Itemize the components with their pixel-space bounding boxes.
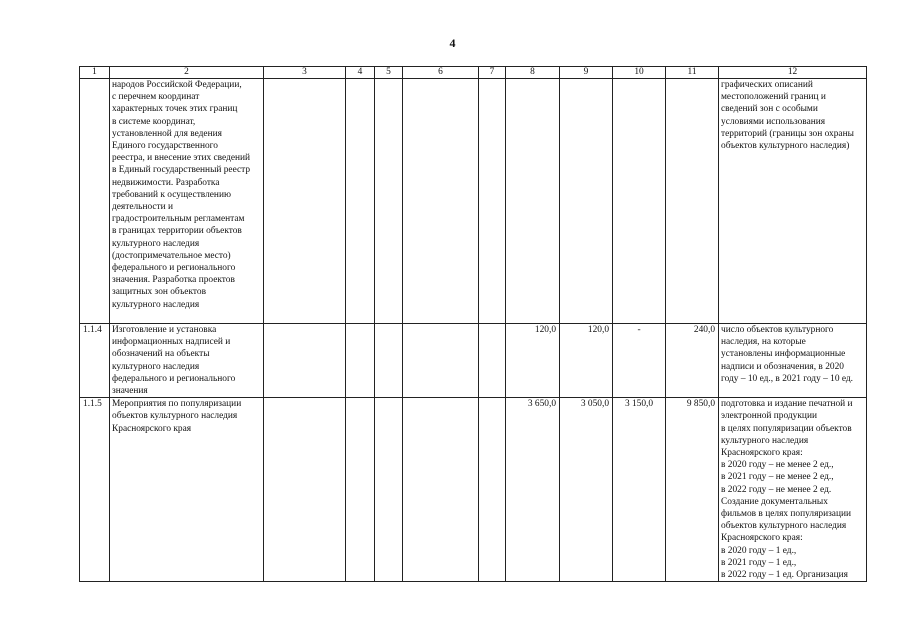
row-code <box>80 79 110 324</box>
cell <box>375 79 403 324</box>
expected-result: подготовка и издание печатной и электронной продукции в целях популяризации объектов культурного наследия Красноярского края: в 2020 году – не менее 2 ед., в 2021 году – не менее 2 ед., в 2022 году – не менее 2 ед. Создание документальных фильмов в целях популяризации объектов культурного наследия Красноярского края: в 2020 году – 1 ед., в 2021 году – 1 ед., в 2022 году – 1 ед. Организация <box>719 398 867 582</box>
page-number: 4 <box>449 36 456 50</box>
row-code: 1.1.4 <box>80 324 110 398</box>
column-number: 4 <box>346 67 375 79</box>
cell <box>479 398 506 582</box>
cell <box>346 79 375 324</box>
cell <box>264 324 346 398</box>
row-code: 1.1.5 <box>80 398 110 582</box>
cell <box>403 324 479 398</box>
value-col-8 <box>506 79 560 324</box>
value-col-11 <box>666 79 719 324</box>
value-col-10 <box>613 79 666 324</box>
column-number: 1 <box>80 67 110 79</box>
cell <box>264 79 346 324</box>
column-number: 2 <box>110 67 264 79</box>
column-number: 7 <box>479 67 506 79</box>
value-col-8: 3 650,0 <box>506 398 560 582</box>
column-number: 11 <box>666 67 719 79</box>
cell <box>346 324 375 398</box>
column-number: 12 <box>719 67 867 79</box>
table-row <box>80 79 867 324</box>
cell <box>403 398 479 582</box>
table-row <box>80 398 867 582</box>
program-activities-table <box>79 66 867 582</box>
column-number-row <box>80 67 867 79</box>
cell <box>346 398 375 582</box>
cell <box>375 398 403 582</box>
value-col-9 <box>560 79 613 324</box>
activity-name: народов Российской Федерации, с перечнем координат характерных точек этих границ в системе координат, установленной для ведения Единого государственного реестра, и внесение этих сведений в Единый государственный реестр недвижимости. Разработка требований к осуществлению деятельности и градостроительным регламентам в границах территории объектов культурного наследия (достопримечательное место) федерального и регионального значения. Разработка проектов защитных зон объектов культурного наследия <box>110 79 264 324</box>
activity-name: Изготовление и установка информационных надписей и обозначений на объекты культурного наследия федерального и регионального значения <box>110 324 264 398</box>
column-number: 10 <box>613 67 666 79</box>
value-col-10: 3 150,0 <box>613 398 666 582</box>
expected-result: графических описаний местоположений границ и сведений зон с особыми условиями использования территорий (границы зон охраны объектов культурного наследия) <box>719 79 867 324</box>
value-col-9: 120,0 <box>560 324 613 398</box>
column-number: 5 <box>375 67 403 79</box>
activity-name: Мероприятия по популяризации объектов культурного наследия Красноярского края <box>110 398 264 582</box>
column-number: 8 <box>506 67 560 79</box>
table-row <box>80 324 867 398</box>
column-number: 9 <box>560 67 613 79</box>
value-col-8: 120,0 <box>506 324 560 398</box>
expected-result: число объектов культурного наследия, на которые установлены информационные надписи и обозначения, в 2020 году – 10 ед., в 2021 году – 10 ед. <box>719 324 867 398</box>
cell <box>264 398 346 582</box>
cell <box>403 79 479 324</box>
value-col-10: - <box>613 324 666 398</box>
value-col-11: 9 850,0 <box>666 398 719 582</box>
value-col-9: 3 050,0 <box>560 398 613 582</box>
column-number: 3 <box>264 67 346 79</box>
value-col-11: 240,0 <box>666 324 719 398</box>
cell <box>479 79 506 324</box>
cell <box>375 324 403 398</box>
cell <box>479 324 506 398</box>
column-number: 6 <box>403 67 479 79</box>
